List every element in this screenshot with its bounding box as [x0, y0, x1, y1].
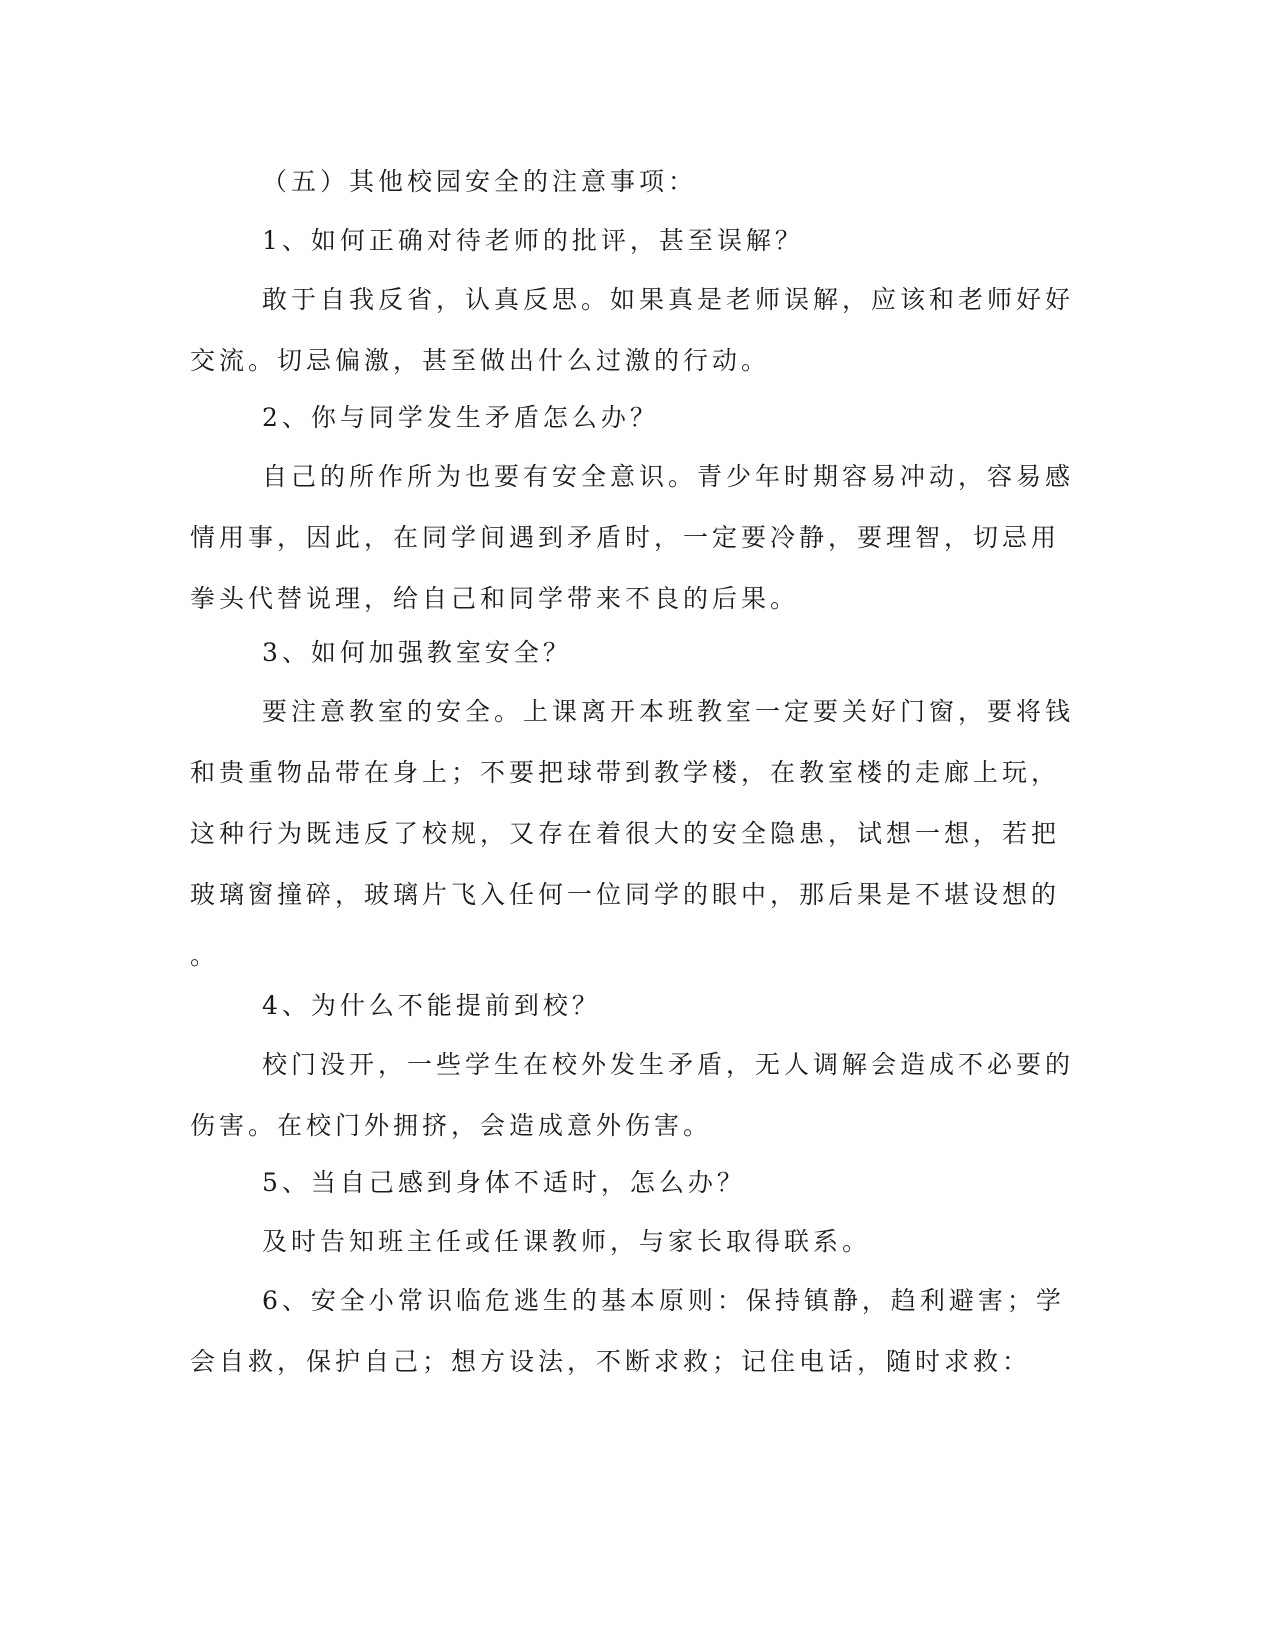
paragraph-line: 及时告知班主任或任课教师，与家长取得联系。	[262, 1227, 872, 1256]
section-heading: （五）其他校园安全的注意事项：	[262, 167, 698, 196]
paragraph-line: 和贵重物品带在身上；不要把球带到教学楼，在教室楼的走廊上玩，	[190, 758, 1061, 787]
question-2-answer	[190, 446, 1090, 629]
question-4-answer	[190, 1034, 1090, 1156]
paragraph-line: 交流。切忌偏激，甚至做出什么过激的行动。	[190, 346, 771, 375]
paragraph-line: 情用事，因此，在同学间遇到矛盾时，一定要冷静，要理智，切忌用	[190, 523, 1061, 552]
question-4-title: 4、为什么不能提前到校？	[262, 991, 601, 1020]
paragraph-line: 校门没开，一些学生在校外发生矛盾，无人调解会造成不必要的	[262, 1050, 1075, 1079]
question-5-title: 5、当自己感到身体不适时，怎么办？	[262, 1168, 746, 1197]
question-2-title: 2、你与同学发生矛盾怎么办？	[262, 403, 659, 432]
question-6-text	[190, 1270, 1090, 1392]
paragraph-line: 自己的所作所为也要有安全意识。青少年时期容易冲动，容易感	[262, 462, 1075, 491]
paragraph-line: 。	[190, 941, 220, 970]
question-3-answer	[190, 681, 1090, 986]
paragraph-line: 会自救，保护自己；想方设法，不断求救；记住电话，随时求救：	[190, 1347, 1032, 1376]
paragraph-line: 拳头代替说理，给自己和同学带来不良的后果。	[190, 584, 800, 613]
question-1-answer	[190, 269, 1090, 391]
paragraph-line: 要注意教室的安全。上课离开本班教室一定要关好门窗，要将钱	[262, 697, 1075, 726]
question-3-title: 3、如何加强教室安全？	[262, 638, 572, 667]
question-1-title: 1、如何正确对待老师的批评，甚至误解？	[262, 226, 804, 255]
paragraph-line: 玻璃窗撞碎，玻璃片飞入任何一位同学的眼中，那后果是不堪设想的	[190, 880, 1061, 909]
paragraph-line: 这种行为既违反了校规，又存在着很大的安全隐患，试想一想，若把	[190, 819, 1061, 848]
paragraph-line: 6、安全小常识临危逃生的基本原则：保持镇静，趋利避害；学	[262, 1286, 1065, 1315]
paragraph-line: 敢于自我反省，认真反思。如果真是老师误解，应该和老师好好	[262, 285, 1075, 314]
paragraph-line: 伤害。在校门外拥挤，会造成意外伤害。	[190, 1111, 713, 1140]
question-5-answer	[190, 1211, 1090, 1272]
